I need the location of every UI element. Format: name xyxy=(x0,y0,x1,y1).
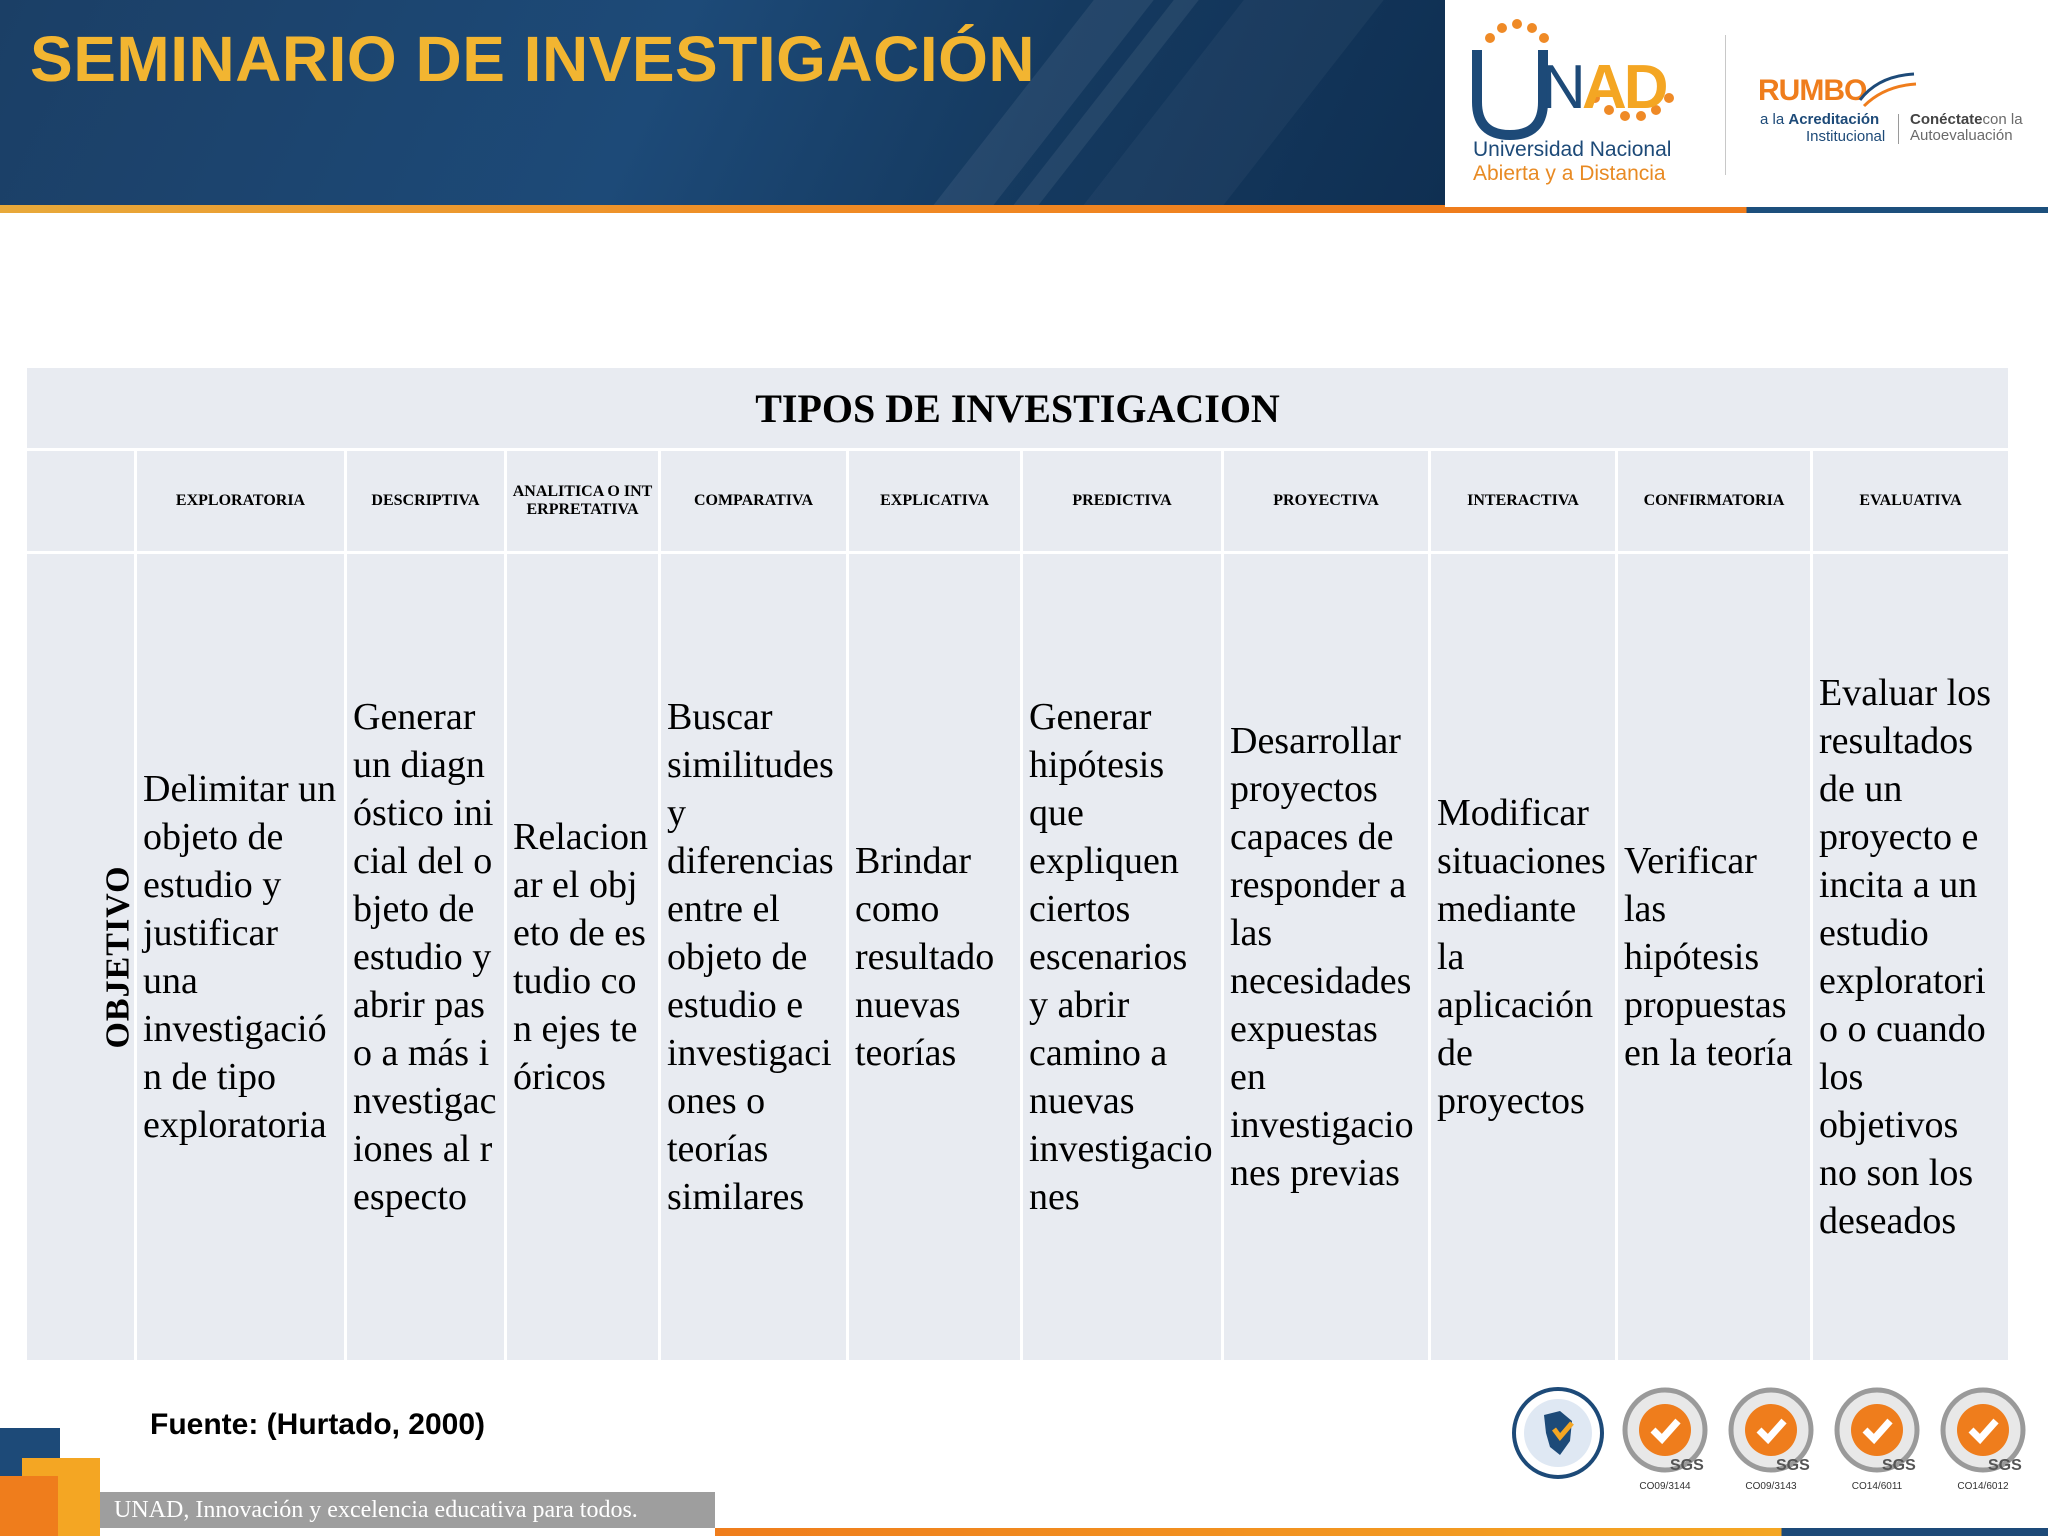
objective-cell: Relacionar el objeto de estudio con ejes teóricos xyxy=(506,553,660,1362)
objective-cell: Generar hipótesis que expliquen ciertos escenarios y abrir camino a nuevas investigaciones xyxy=(1022,553,1223,1362)
empty-header-cell xyxy=(26,450,136,553)
objective-cell: Desarrollar proyectos capaces de responder a las necesidades expuestas en investigaciones previas xyxy=(1223,553,1430,1362)
research-types-table xyxy=(24,365,2011,1363)
source-citation: Fuente: (Hurtado, 2000) xyxy=(150,1408,486,1441)
seal-code: CO14/6011 xyxy=(1851,1481,1903,1492)
column-header: PROYECTIVA xyxy=(1223,450,1430,553)
seal-code: CO14/6012 xyxy=(1957,1481,2009,1492)
column-header: PREDICTIVA xyxy=(1022,450,1223,553)
objective-cell: Brindar como resultado nuevas teorías xyxy=(848,553,1022,1362)
svg-text:N: N xyxy=(1541,53,1584,122)
header-stripe xyxy=(0,205,1445,213)
objective-row xyxy=(26,553,2010,1362)
logo-separator xyxy=(1725,35,1726,175)
column-header: EXPLICATIVA xyxy=(848,450,1022,553)
seal-label: SGS xyxy=(1988,1457,2022,1474)
svg-text:AD: AD xyxy=(1582,53,1666,122)
objective-cell: Generar un diagnóstico inicial del objeto de estudio y abrir paso a más investigaciones al respecto xyxy=(346,553,506,1362)
colombia-map-seal-icon xyxy=(1510,1385,1606,1481)
objective-cell: Delimitar un objeto de estudio y justificar una investigación de tipo exploratoria xyxy=(136,553,346,1362)
seal-label: SGS xyxy=(1670,1457,1704,1474)
column-header: INTERACTIVA xyxy=(1430,450,1617,553)
seal-code: CO09/3144 xyxy=(1639,1481,1691,1492)
header-stripe-right xyxy=(1445,207,2048,213)
table-title: TIPOS DE INVESTIGACION xyxy=(26,367,2010,450)
objective-cell: Modificar situaciones mediante la aplicación de proyectos xyxy=(1430,553,1617,1362)
objective-cell: Verificar las hipótesis propuestas en la teoría xyxy=(1617,553,1812,1362)
certification-seals xyxy=(1510,1385,2040,1525)
table-header-row xyxy=(26,450,2010,553)
objective-cell: Evaluar los resultados de un proyecto e incita a un estudio exploratorio o cuando los objetivos no son los deseados xyxy=(1812,553,2010,1362)
objective-cell: Buscar similitudes y diferencias entre el objeto de estudio e investigaciones o teorías similares xyxy=(660,553,848,1362)
footer-stripe xyxy=(715,1528,2048,1536)
rumbo-word: RUMBO xyxy=(1758,74,1867,107)
column-header: DESCRIPTIVA xyxy=(346,450,506,553)
row-label: OBJETIVO xyxy=(26,553,136,1362)
seal-code: CO09/3143 xyxy=(1745,1481,1797,1492)
rumbo-swoosh-icon xyxy=(1858,70,1918,110)
column-header: CONFIRMATORIA xyxy=(1617,450,1812,553)
seal-label: SGS xyxy=(1776,1457,1810,1474)
slide-title: SEMINARIO DE INVESTIGACIÓN xyxy=(30,23,1036,95)
rumbo-acreditacion-logo: RUMBO a la Acreditación Institucional Conéctatecon la Autoevaluación xyxy=(1758,70,2038,150)
seal-label: SGS xyxy=(1882,1457,1916,1474)
column-header: ANALITICA O INTERPRETATIVA xyxy=(506,450,660,553)
column-header: EXPLORATORIA xyxy=(136,450,346,553)
university-name: Universidad Nacional Abierta y a Distancia xyxy=(1473,138,1672,185)
column-header: COMPARATIVA xyxy=(660,450,848,553)
column-header: EVALUATIVA xyxy=(1812,450,2010,553)
slide-header xyxy=(0,0,2048,215)
footer-square-orange xyxy=(0,1476,58,1536)
footer-tagline: UNAD, Innovación y excelencia educativa para todos. xyxy=(114,1497,638,1523)
